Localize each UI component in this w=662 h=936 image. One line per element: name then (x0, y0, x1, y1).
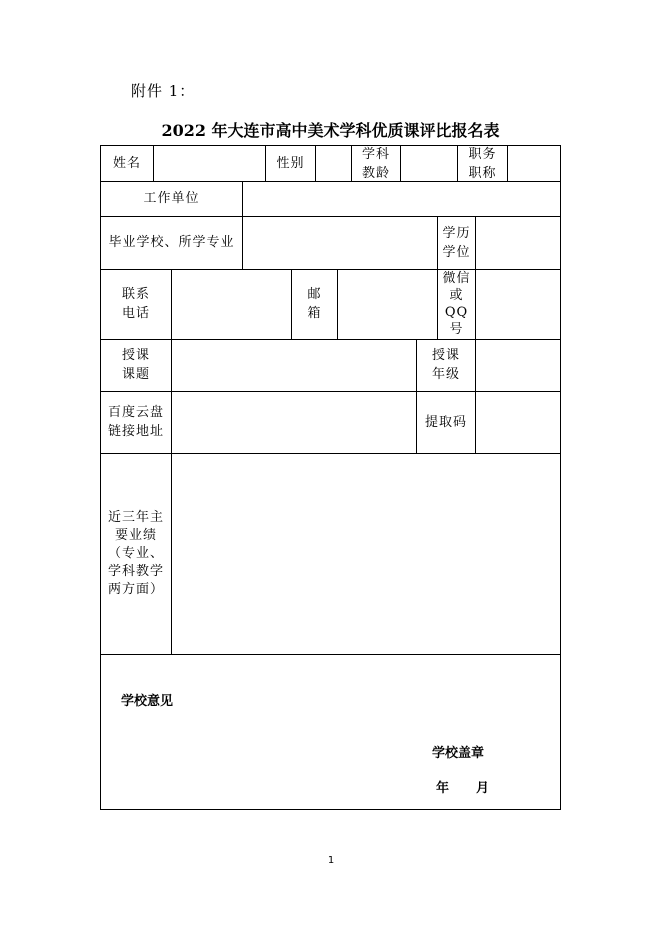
degree-label: 学历 学位 (442, 225, 471, 260)
gender-field[interactable] (316, 146, 351, 181)
phone-field[interactable] (172, 270, 291, 339)
school-major-label: 毕业学校、所学专业 (108, 235, 235, 250)
email-field[interactable] (338, 270, 437, 339)
lesson-grade-field[interactable] (476, 340, 560, 391)
lesson-topic-field[interactable] (172, 340, 416, 391)
name-field[interactable] (154, 146, 265, 181)
extraction-code-label: 提取码 (424, 414, 467, 430)
achievements-field[interactable] (172, 454, 560, 654)
school-major-field[interactable] (243, 217, 437, 269)
date-month-label: 月 (476, 781, 490, 796)
registration-form-table (100, 145, 561, 810)
extraction-code-field[interactable] (476, 392, 560, 453)
work-unit-label: 工作单位 (143, 191, 200, 206)
teaching-years-field[interactable] (401, 146, 457, 181)
lesson-topic-label: 授课 课题 (121, 348, 150, 382)
gender-label: 性别 (276, 156, 305, 171)
wechat-qq-field[interactable] (476, 270, 560, 339)
job-title-field[interactable] (508, 146, 560, 181)
date-year-label: 年 (436, 781, 450, 796)
teaching-years-label: 学科 教龄 (361, 146, 390, 181)
school-opinion-label: 学校意见 (121, 694, 174, 709)
lesson-grade-label: 授课 年级 (431, 348, 460, 382)
name-label: 姓名 (112, 156, 141, 171)
email-label: 邮 箱 (307, 287, 322, 321)
annex-label: 附件 1： (131, 82, 196, 100)
cloud-link-field[interactable] (172, 392, 416, 453)
achievements-label: 近三年主 要业绩 （专业、 学科教学 两方面） (107, 509, 164, 597)
form-title: 2022 年大连市高中美术学科优质课评比报名表 (161, 121, 500, 140)
school-opinion-field[interactable] (101, 655, 560, 809)
degree-field[interactable] (476, 217, 560, 269)
job-title-label: 职务 职称 (468, 146, 497, 181)
phone-label: 联系 电话 (121, 287, 150, 321)
wechat-qq-label: 微信 或 QQ 号 (442, 271, 471, 337)
cloud-link-label: 百度云盘 链接地址 (107, 405, 164, 439)
school-seal-label: 学校盖章 (432, 746, 485, 761)
work-unit-field[interactable] (243, 182, 560, 216)
page-number: 1 (327, 855, 335, 866)
